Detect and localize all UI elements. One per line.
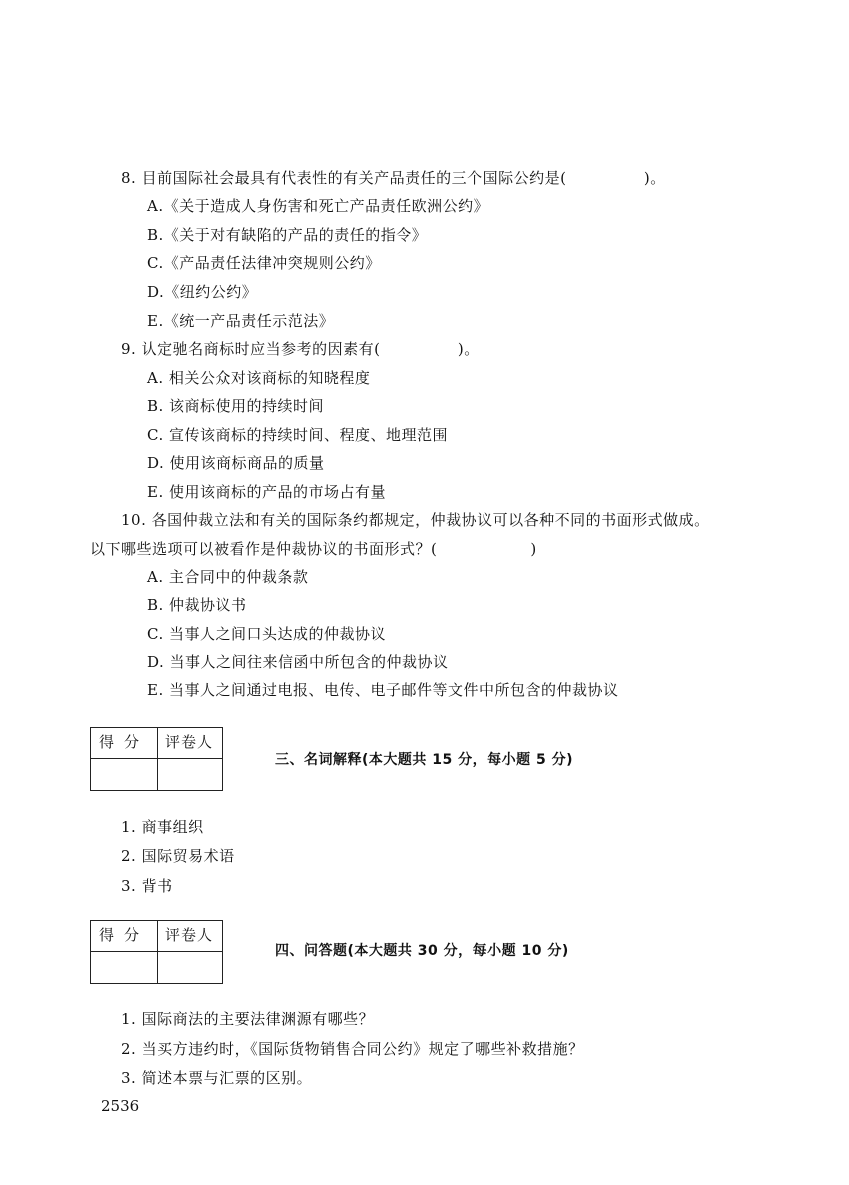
- section-4-item-2: 2. 当买方违约时，《国际货物销售合同公约》规定了哪些补救措施？: [121, 1040, 584, 1058]
- section-4-title: 四、问答题(本大题共 30 分，每小题 10 分): [275, 943, 569, 959]
- question-9-option-a: A. 相关公众对该商标的知晓程度: [147, 369, 371, 387]
- score-box-divider: [157, 921, 158, 983]
- grader-label: 评卷人: [165, 733, 214, 751]
- question-10-option-c: C. 当事人之间口头达成的仲裁协议: [147, 625, 386, 643]
- question-8-option-b: B.《关于对有缺陷的产品的责任的指令》: [147, 226, 428, 244]
- section-3-item-1: 1. 商事组织: [121, 818, 204, 836]
- score-box-divider: [157, 728, 158, 790]
- question-10-stem-line2: 以下哪些选项可以被看作是仲裁协议的书面形式？( ): [90, 540, 537, 558]
- section-3-item-3: 3. 背书: [121, 877, 173, 895]
- question-9-option-d: D. 使用该商标商品的质量: [147, 454, 325, 472]
- score-box-section-4: [90, 920, 223, 984]
- question-8-option-e: E.《统一产品责任示范法》: [147, 312, 335, 330]
- question-9-option-c: C. 宣传该商标的持续时间、程度、地理范围: [147, 426, 448, 444]
- score-label: 得分: [99, 926, 150, 944]
- question-8-option-c: C.《产品责任法律冲突规则公约》: [147, 254, 381, 272]
- score-label: 得分: [99, 733, 150, 751]
- question-9-stem: 9. 认定驰名商标时应当参考的因素有( )。: [121, 340, 480, 358]
- grader-label: 评卷人: [165, 926, 214, 944]
- question-8-stem: 8. 目前国际社会最具有代表性的有关产品责任的三个国际公约是( )。: [121, 169, 666, 187]
- question-9-option-b: B. 该商标使用的持续时间: [147, 397, 325, 415]
- section-3-item-2: 2. 国际贸易术语: [121, 847, 235, 865]
- question-8-option-d: D.《纽约公约》: [147, 283, 258, 301]
- question-10-stem-line1: 10. 各国仲裁立法和有关的国际条约都规定，仲裁协议可以各种不同的书面形式做成。: [121, 511, 710, 529]
- section-3-title: 三、名词解释(本大题共 15 分，每小题 5 分): [275, 752, 574, 768]
- question-10-option-d: D. 当事人之间往来信函中所包含的仲裁协议: [147, 653, 449, 671]
- question-9-option-e: E. 使用该商标的产品的市场占有量: [147, 483, 386, 501]
- section-4-item-1: 1. 国际商法的主要法律渊源有哪些？: [121, 1010, 375, 1028]
- question-10-option-a: A. 主合同中的仲裁条款: [147, 568, 309, 586]
- score-box-section-3: [90, 727, 223, 791]
- question-10-option-b: B. 仲裁协议书: [147, 596, 247, 614]
- question-8-option-a: A.《关于造成人身伤害和死亡产品责任欧洲公约》: [147, 197, 490, 215]
- score-box-divider: [91, 758, 222, 759]
- question-10-option-e: E. 当事人之间通过电报、电传、电子邮件等文件中所包含的仲裁协议: [147, 681, 619, 699]
- score-box-divider: [91, 951, 222, 952]
- section-4-item-3: 3. 简述本票与汇票的区别。: [121, 1069, 313, 1087]
- page-number: 2536: [101, 1097, 140, 1115]
